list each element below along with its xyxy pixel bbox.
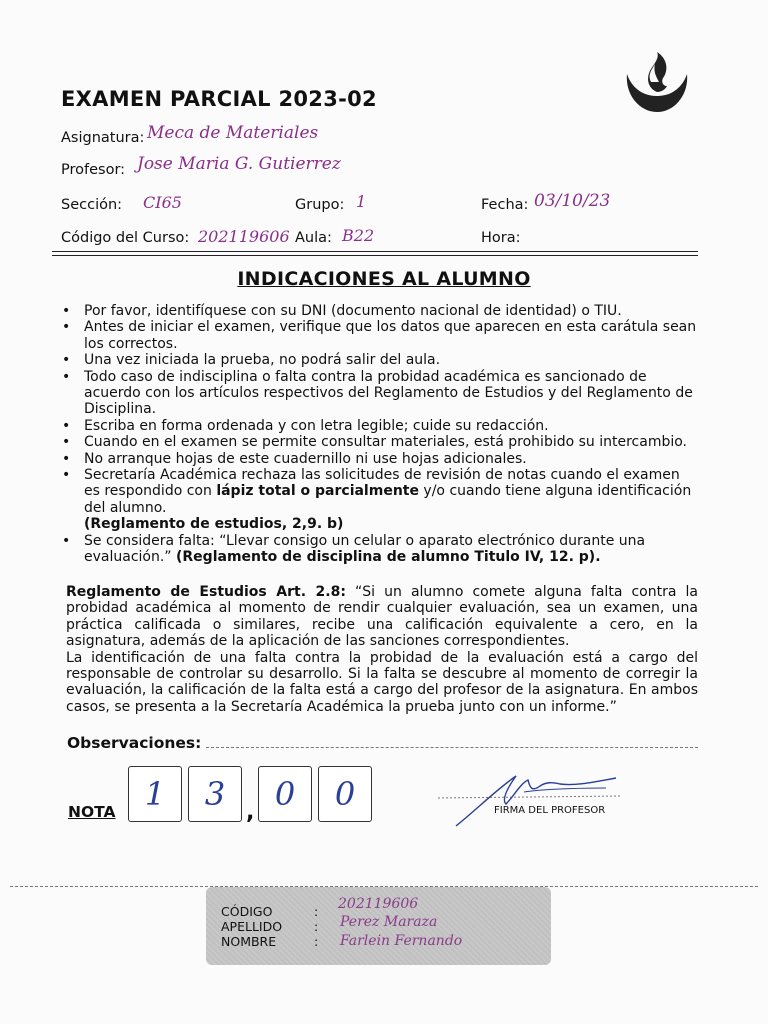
nombre-sep: :	[314, 934, 319, 949]
asignatura-value: Meca de Materiales	[147, 123, 319, 143]
grupo-value: 1	[356, 192, 367, 211]
fecha-label: Fecha:	[481, 197, 529, 213]
item9-text: Se considera falta: “Llevar consigo un celular o aparato electrónico durante una evaluación.”	[84, 532, 646, 566]
list-item: • Todo caso de indisciplina o falta contra la probidad académica es sancionado de acuerdo con los artículos respectivos del Reglamento de Estudios y del Reglamento de Disciplina.	[58, 369, 698, 418]
seccion-label: Sección:	[61, 197, 123, 213]
codigo-curso-value: 202119606	[198, 227, 290, 246]
codigo-curso-label: Código del Curso:	[61, 230, 190, 246]
reglamento-text-1: “Si un alumno comete alguna falta contra la probidad académica al momento de rendir cualquier evaluación, sea un examen, una práctica calificada o similares, recibe una calificación equivalente a cero, en la asignatura, además de la aplicación de las sanciones correspondientes.	[66, 584, 698, 650]
item8-text-a: Secretaría Académica rechaza las solicitudes de revisión de notas cuando el examen es respondido con	[84, 467, 680, 500]
nombre-value: Farlein Fernando	[340, 933, 463, 949]
list-item-ref	[58, 516, 698, 532]
observaciones-label: Observaciones:	[67, 734, 202, 752]
item8-reference: (Reglamento de estudios, 2,9. b)	[84, 516, 344, 533]
profesor-value: Jose Maria G. Gutierrez	[137, 154, 341, 174]
list-item: • Cuando en el examen se permite consultar materiales, está prohibido su intercambio.	[58, 434, 698, 450]
nombre-label: NOMBRE	[221, 934, 277, 949]
apellido-sep: :	[314, 919, 319, 934]
item8-bold: lápiz total o parcialmente	[216, 483, 419, 500]
nota-digit-box: 0	[258, 766, 312, 822]
header-divider-bottom	[52, 255, 698, 256]
apellido-value: Perez Maraza	[340, 914, 438, 930]
item9-bold: (Reglamento de disciplina de alumno Titulo IV, 12. p).	[176, 549, 601, 566]
seccion-value: CI65	[143, 193, 182, 212]
fecha-value: 03/10/23	[534, 191, 611, 211]
reglamento-text-2: La identificación de una falta contra la probidad de la evaluación está a cargo del responsable de controlar su desarrollo. Si la falta se descubre al momento de corregir la evaluación, la calificación de la falta está a cargo del profesor de la asignatura. En ambos casos, se presenta a la Secretaría Académica la prueba junto con un informe.”	[66, 649, 698, 715]
codigo-label: CÓDIGO	[221, 904, 273, 919]
professor-signature-icon	[436, 770, 636, 830]
list-item	[58, 467, 698, 516]
codigo-sep: :	[314, 904, 319, 919]
nota-digit-box: 1	[128, 766, 182, 822]
apellido-label: APELLIDO	[221, 919, 283, 934]
indicaciones-title: INDICACIONES AL ALUMNO	[237, 268, 531, 290]
header-divider-top	[52, 251, 698, 252]
nota-digit-box: 3	[188, 766, 242, 822]
list-item: • Una vez iniciada la prueba, no podrá salir del aula.	[58, 352, 698, 368]
aula-value: B22	[342, 226, 375, 245]
nota-label: NOTA	[68, 803, 116, 821]
item8-text-b: y/o cuando tiene alguna identificación del alumno.	[84, 483, 692, 516]
codigo-value: 202119606	[338, 896, 419, 912]
indicaciones-list	[58, 303, 698, 566]
reglamento-block	[66, 584, 698, 715]
list-item: • Escriba en forma ordenada y con letra legible; cuide su redacción.	[58, 418, 698, 434]
reglamento-label: Reglamento de Estudios Art. 2.8:	[66, 584, 346, 600]
list-item: • Antes de iniciar el examen, verifique que los datos que aparecen en esta carátula sean los correctos.	[58, 319, 698, 352]
aula-label: Aula:	[295, 230, 332, 246]
asignatura-label: Asignatura:	[61, 130, 145, 146]
nota-digit-box: 0	[318, 766, 372, 822]
list-item: • No arranque hojas de este cuadernillo ni use hojas adicionales.	[58, 451, 698, 467]
firma-label: FIRMA DEL PROFESOR	[494, 805, 606, 816]
hora-label: Hora:	[481, 230, 521, 246]
observaciones-line	[206, 747, 698, 748]
grupo-label: Grupo:	[295, 197, 345, 213]
university-logo-icon	[623, 52, 691, 114]
exam-title: EXAMEN PARCIAL 2023-02	[61, 87, 377, 111]
profesor-label: Profesor:	[61, 162, 126, 178]
list-item	[58, 533, 698, 566]
nota-comma: ,	[246, 800, 255, 825]
list-item: • Por favor, identifíquese con su DNI (documento nacional de identidad) o TIU.	[58, 303, 698, 319]
